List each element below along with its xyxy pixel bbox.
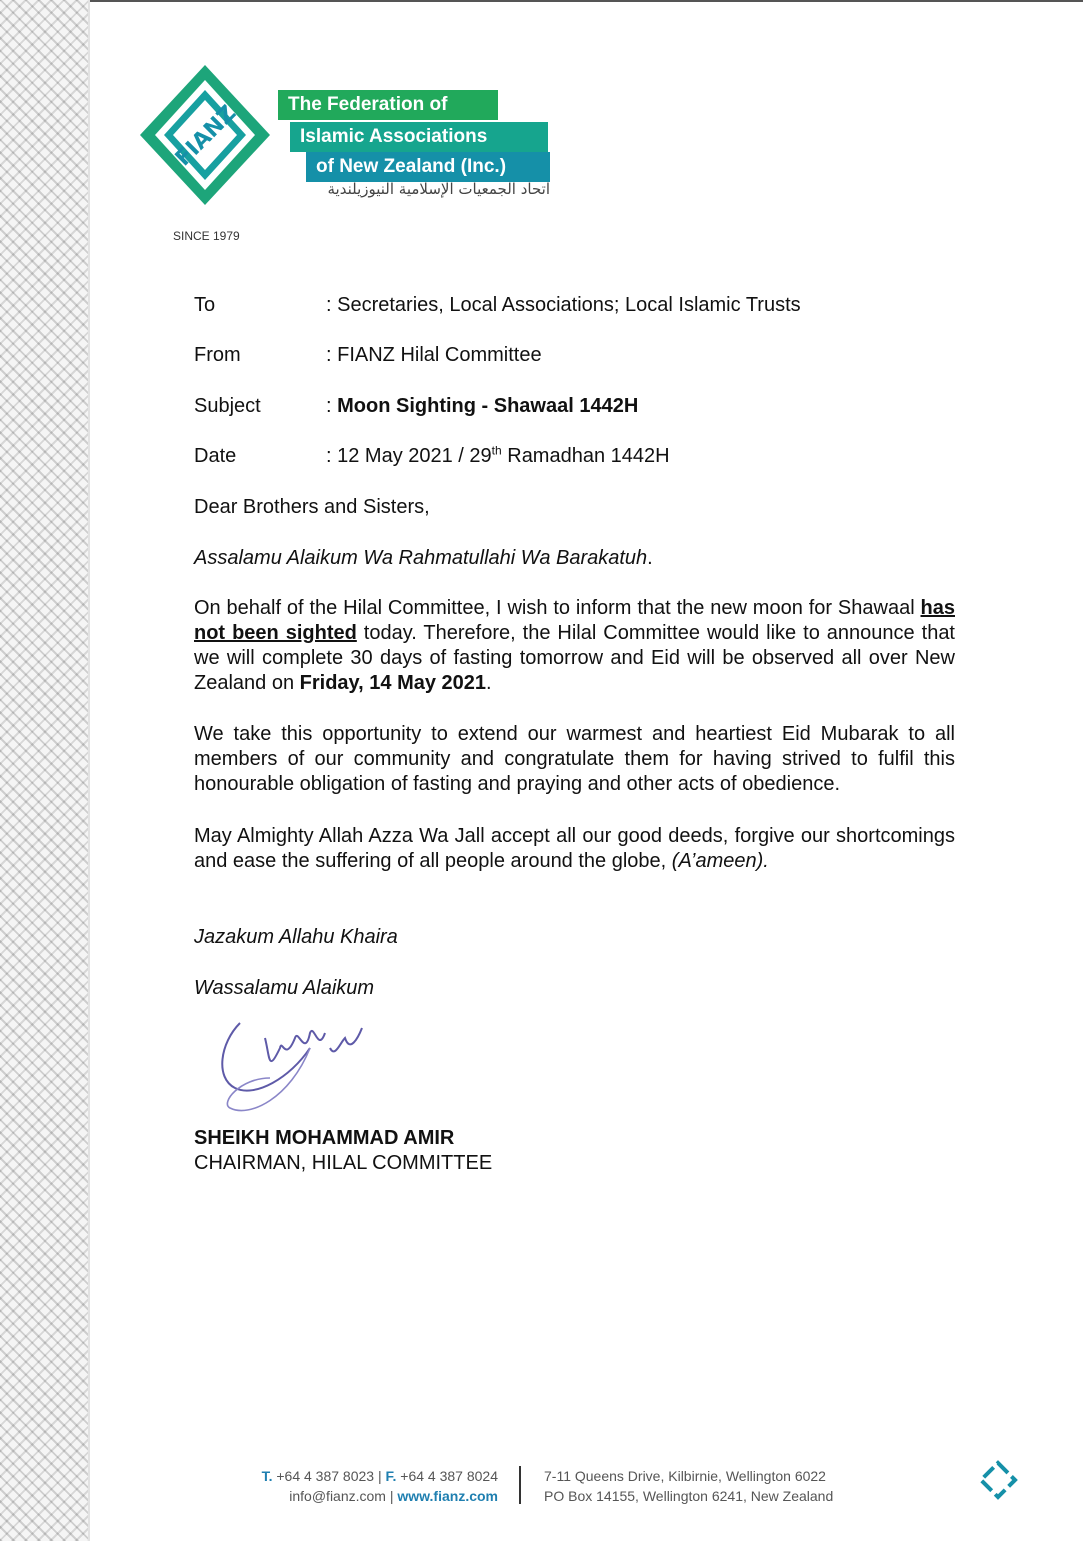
footer-web-line — [180, 1486, 498, 1506]
fax-number: +64 4 387 8024 — [396, 1468, 498, 1484]
date-prefix: : 12 May 2021 / 29 — [326, 445, 492, 467]
org-name-arabic: اتحاد الجمعيات الإسلامية النيوزيلندية — [327, 180, 550, 198]
ameen-text: (A’ameen). — [671, 850, 769, 872]
p1-part-e: . — [486, 672, 492, 694]
footer-separator: | — [385, 1488, 398, 1504]
org-name-line-2: Islamic Associations — [290, 122, 548, 152]
diamond-logo-icon — [978, 1460, 1018, 1500]
org-name-line-1: The Federation of — [278, 90, 498, 120]
greeting: Dear Brothers and Sisters, — [194, 496, 430, 518]
footer-contact — [180, 1466, 498, 1506]
date-label: Date — [194, 445, 237, 467]
org-name-line-3: of New Zealand (Inc.) — [306, 152, 550, 182]
memo-from-row — [194, 343, 542, 367]
footer-separator: | — [374, 1468, 386, 1484]
p1-part-a: On behalf of the Hilal Committee, I wish to inform that the new moon for Shawaal — [194, 597, 921, 619]
prayer-paragraph — [194, 824, 955, 874]
tel-key: T. — [261, 1468, 273, 1484]
since-label: SINCE 1979 — [173, 229, 240, 243]
tel-number: +64 4 387 8023 — [272, 1468, 375, 1484]
subject-prefix: : — [326, 395, 338, 417]
handwritten-signature — [210, 1008, 390, 1123]
p3-part-a: May Almighty Allah Azza Wa Jall accept all our good deeds, forgive our shortcomings and ease the suffering of all people around the globe, — [194, 825, 955, 872]
footer-address — [544, 1466, 833, 1506]
closing-wassalam: Wassalamu Alaikum — [194, 977, 375, 999]
closing-jazakum: Jazakum Allahu Khaira — [194, 926, 398, 948]
po-box-address: PO Box 14155, Wellington 6241, New Zealand — [544, 1488, 834, 1504]
not-sighted-emphasis: has not been sighted — [194, 597, 955, 644]
memo-date-row — [194, 444, 670, 468]
to-value: : Secretaries, Local Associations; Local Islamic Trusts — [326, 294, 801, 316]
date-superscript: th — [491, 443, 502, 458]
salam-text: Assalamu Alaikum Wa Rahmatullahi Wa Barakatuh — [194, 547, 648, 569]
website-link[interactable]: www.fianz.com — [397, 1488, 498, 1504]
top-border — [0, 0, 1083, 2]
street-address: 7-11 Queens Drive, Kilbirnie, Wellington 6022 — [544, 1468, 826, 1484]
signer-name: SHEIKH MOHAMMAD AMIR — [194, 1127, 455, 1149]
salam-period: . — [647, 547, 653, 569]
memo-subject-row — [194, 394, 638, 418]
decorative-side-border — [0, 0, 90, 1541]
date-suffix: Ramadhan 1442H — [501, 445, 670, 467]
signer-title: CHAIRMAN, HILAL COMMITTEE — [194, 1152, 493, 1174]
email-link[interactable]: info@fianz.com — [289, 1488, 386, 1504]
fax-key: F. — [385, 1468, 397, 1484]
subject-value: Moon Sighting - Shawaal 1442H — [337, 395, 639, 417]
to-label: To — [194, 294, 216, 316]
footer-phone-line — [180, 1466, 498, 1486]
greetings-paragraph: We take this opportunity to extend our warmest and heartiest Eid Mubarak to all members of our community and congratulate them for having strived to fulfil this honourable obligation of fasting and praying and other acts of obedience. — [194, 723, 955, 795]
footer-divider — [519, 1466, 521, 1504]
from-label: From — [194, 344, 241, 366]
eid-date-emphasis: Friday, 14 May 2021 — [299, 672, 487, 694]
from-value: : FIANZ Hilal Committee — [326, 344, 542, 366]
salam-line — [194, 546, 653, 570]
svg-text:FIANZ: FIANZ — [170, 100, 242, 172]
announcement-paragraph — [194, 596, 955, 696]
p1-part-c: today. Therefore, the Hilal Committee would like to announce that we will complete 30 days of fasting tomorrow and Eid will be observed all over New Zealand on — [194, 622, 955, 694]
memo-to-row — [194, 293, 801, 317]
subject-label: Subject — [194, 395, 261, 417]
